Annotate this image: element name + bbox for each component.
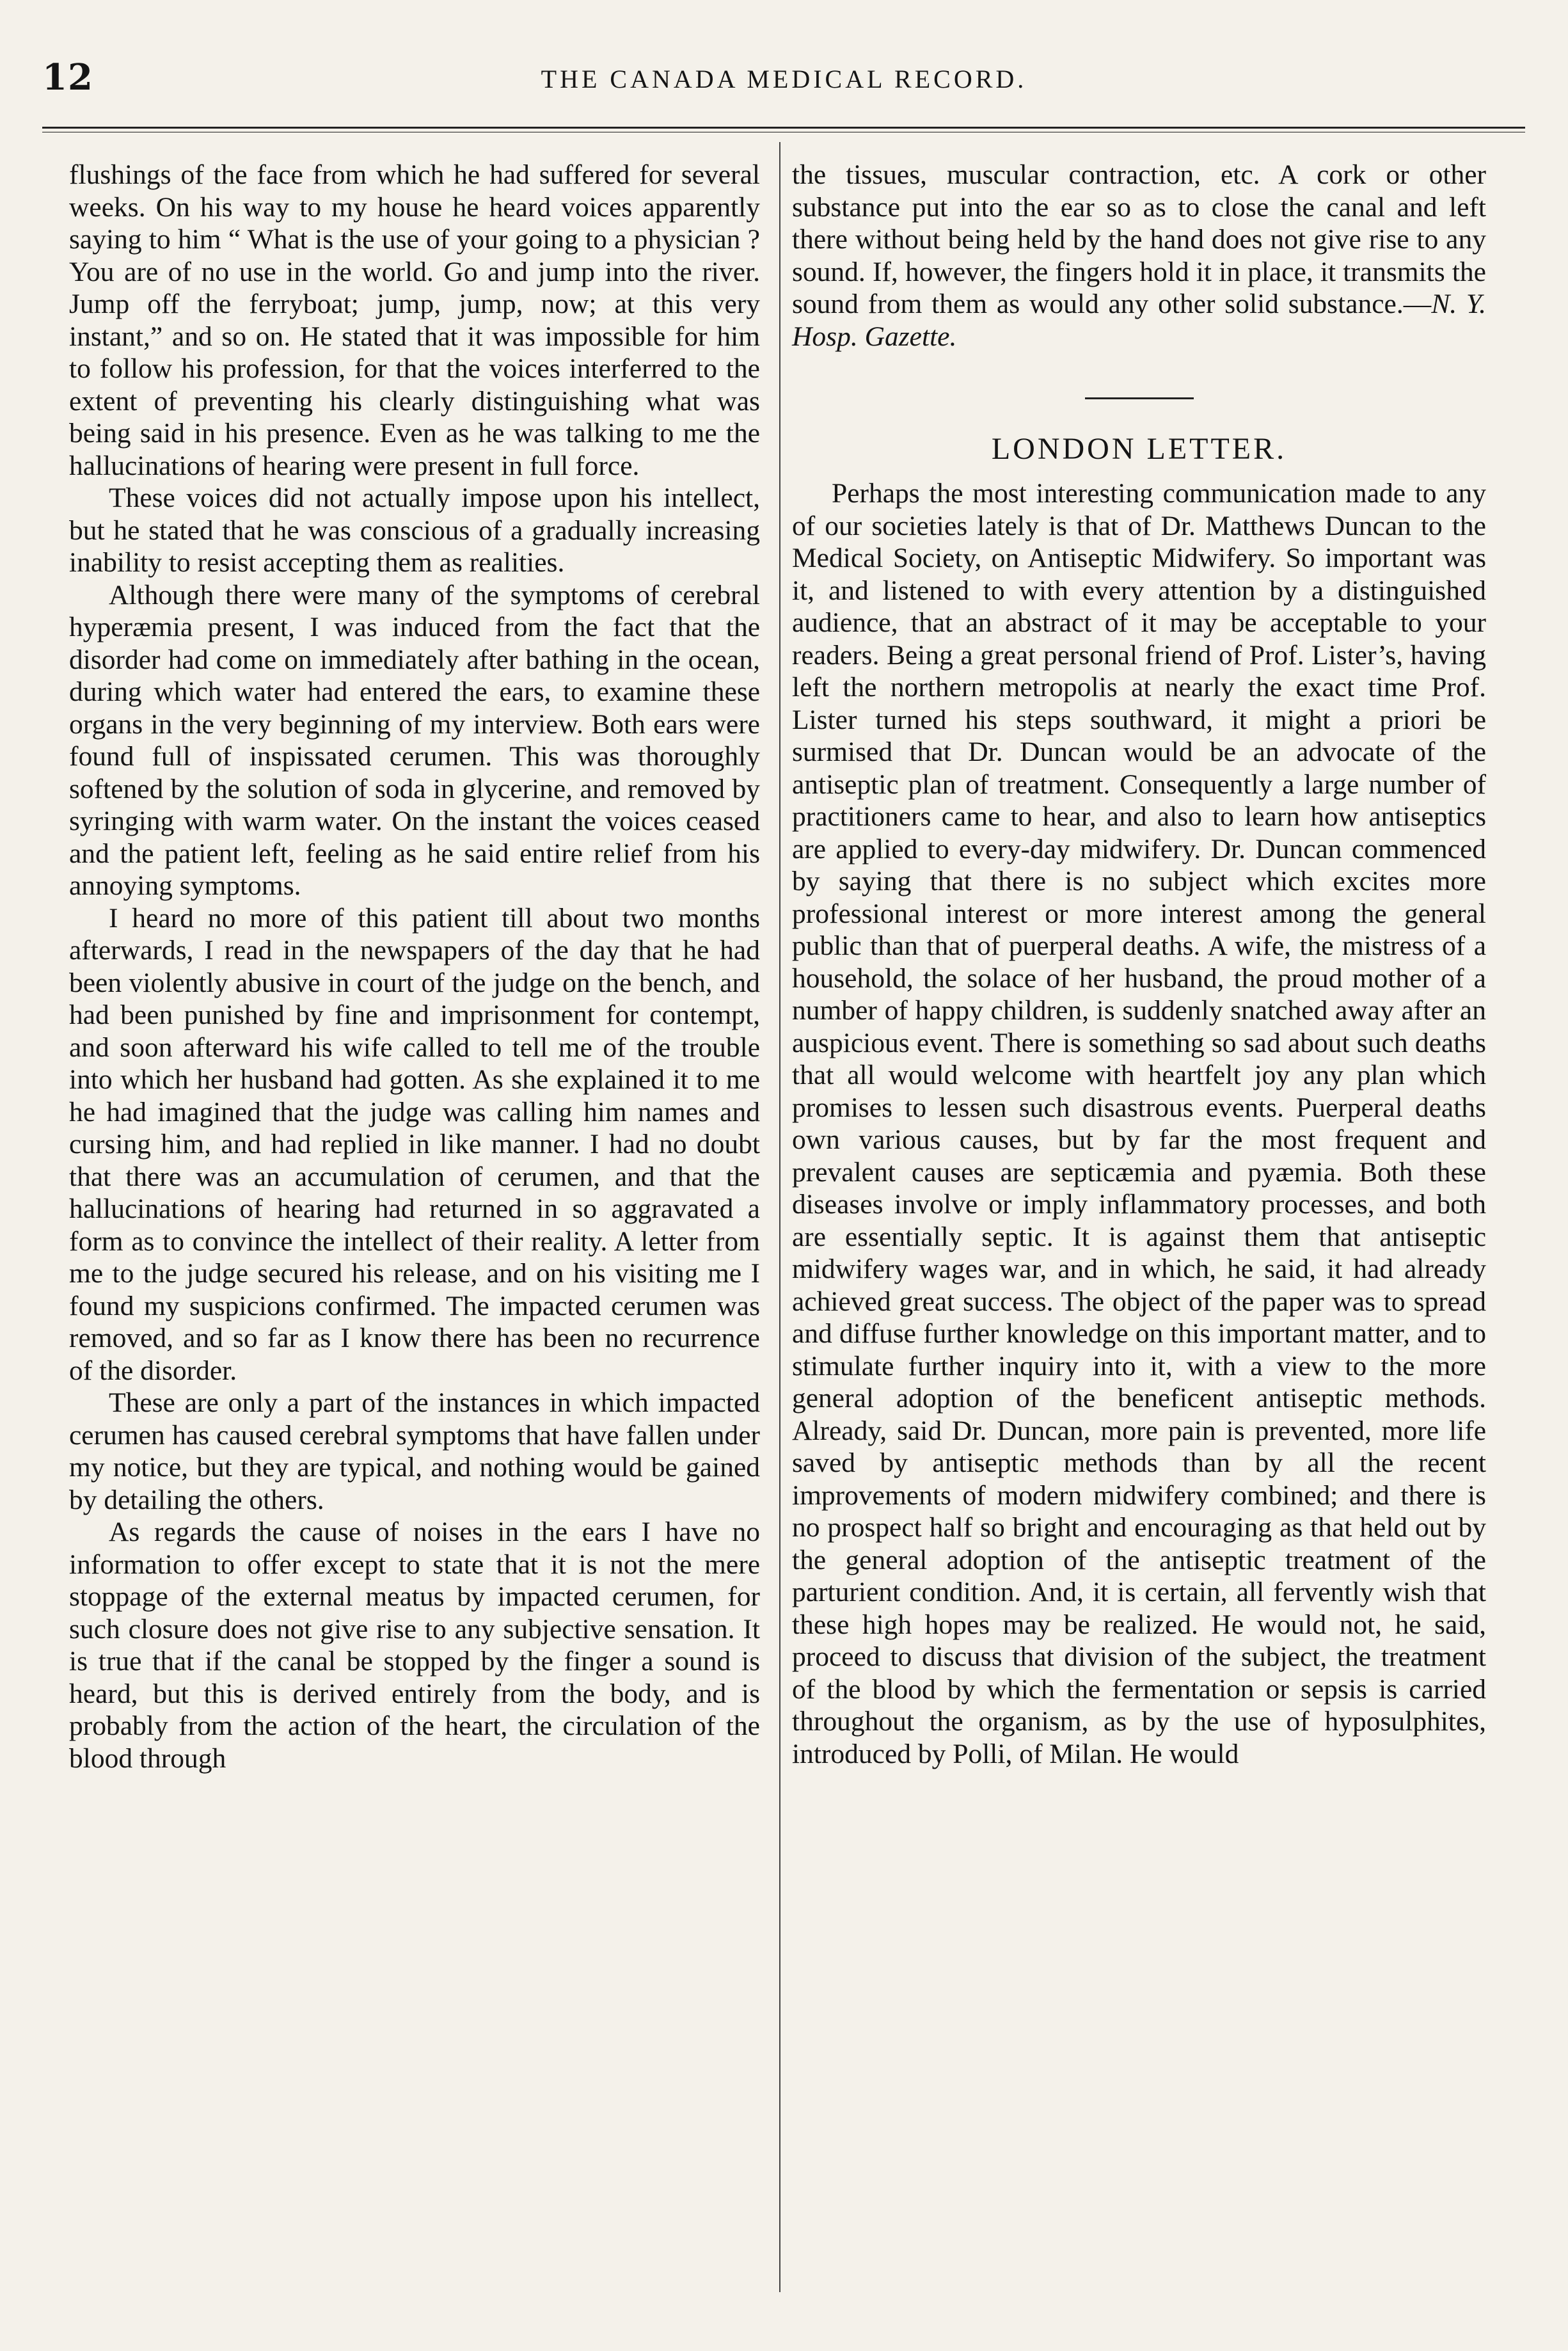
paragraph: These voices did not actually impose upon his intellect, but he stated that he was conscious of a gradually increasing inability to resist accepting them as realities. bbox=[69, 482, 760, 578]
article-continuation bbox=[792, 159, 1486, 353]
paragraph: As regards the cause of noises in the ears I have no information to offer except to state that it is not the mere stoppage of the external meatus by impacted cerumen, for such closure does not give rise to any subjective sensation. It is true that if the canal be stopped by the finger a sound is heard, but this is derived entirely from the body, and is probably from the action of the heart, the circulation of the blood through bbox=[69, 1517, 760, 1774]
paragraph: flushings of the face from which he had suffered for several weeks. On his way to my house he heard voices apparently saying to him “ What is the use of your going to a physician ? You are of no use in the world. Go and jump into the river. Jump off the ferryboat; jump, jump, now; at this very instant,” and so on. He stated that it was impossible for him to follow his profession, for that the voices interferred to the extent of preventing his clearly distinguishing what was being said in his presence. Even as he was talking to me the hallucinations of hearing were present in full force. bbox=[69, 159, 760, 481]
page-number: 12 bbox=[42, 56, 93, 99]
source-citation: N. Y. Hosp. Gazette. bbox=[792, 289, 1486, 352]
column-divider bbox=[779, 142, 780, 2292]
right-column bbox=[792, 159, 1486, 1770]
continuation-text: the tissues, muscular contraction, etc. A cork or other substance put into the ear so as to close the canal and left there without being held by the hand does not give rise to any sound. If, however, the fingers hold it in place, it transmits the sound from them as would any other solid substance.— bbox=[792, 159, 1486, 319]
paragraph: These are only a part of the instances in which impacted cerumen has caused cerebral symptoms that have fallen under my notice, but they are typical, and nothing would be gained by detailing the others. bbox=[69, 1387, 760, 1515]
left-column bbox=[69, 159, 760, 1774]
running-head: THE CANADA MEDICAL RECORD. bbox=[541, 65, 1027, 93]
header-rule bbox=[42, 127, 1525, 132]
section-title: LONDON LETTER. bbox=[991, 432, 1287, 466]
paragraph: Perhaps the most interesting communication made to any of our societies lately is that of Dr. Matthews Duncan to the Medical Society, on Antiseptic Midwifery. So important was it, and listened to with every attention by a distinguished audience, that an abstract of it may be acceptable to your readers. Being a great personal friend of Prof. Lister’s, having left the northern metropolis at nearly the exact time Prof. Lister turned his steps southward, it might a priori be surmised that Dr. Duncan would be an advocate of the antiseptic plan of treatment. Consequently a large number of practitioners came to hear, and also to learn how antiseptics are applied to every-day midwifery. Dr. Duncan commenced by saying that there is no subject which excites more professional interest or more interest among the general public than that of puerperal deaths. A wife, the mistress of a household, the solace of her husband, the proud mother of a number of happy children, is suddenly snatched away after an auspicious event. There is something so sad about such deaths that all would welcome with heartfelt joy any plan which promises to lessen such disastrous events. Puerperal deaths own various causes, but by far the most frequent and prevalent causes are septicæmia and pyæmia. Both these diseases involve or imply inflammatory processes, and both are essentially septic. It is against them that antiseptic midwifery wages war, and in which, he said, it had already achieved great success. The object of the paper was to spread and diffuse further knowledge on this important matter, and to stimulate further inquiry into it, with a view to the more general adoption of the beneficent antiseptic methods. Already, said Dr. Duncan, more pain is prevented, more life saved by antiseptic methods than by all the recent improvements of modern midwifery combined; and there is no prospect half so bright and encouraging as that held out by the general adoption of the antiseptic treatment of the parturient condition. And, it is certain, all fervently wish that these high hopes may be realized. He would not, he said, proceed to discuss that division of the subject, the treatment of the blood by which the fermentation or sepsis is carried throughout the organism, as by the use of hyposulphites, introduced by Polli, of Milan. He would bbox=[792, 478, 1486, 1769]
paragraph: Although there were many of the symptoms of cerebral hyperæmia present, I was induced from the fact that the disorder had come on immediately after bathing in the ocean, during which water had entered the ears, to examine these organs in the very beginning of my interview. Both ears were found full of inspissated cerumen. This was thoroughly softened by the solution of soda in glycerine, and removed by syringing with warm water. On the instant the voices ceased and the patient left, feeling as he said entire relief from his annoying symptoms. bbox=[69, 579, 760, 901]
paragraph: I heard no more of this patient till about two months afterwards, I read in the newspapers of the day that he had been violently abusive in court of the judge on the bench, and had been punished by fine and imprisonment for contempt, and soon afterward his wife called to tell me of the trouble into which her husband had gotten. As she explained it to me he had imagined that the judge was calling him names and cursing him, and had replied in like manner. I had no doubt that there was an accumulation of cerumen, and that the hallucinations of hearing had returned in so aggravated a form as to convince the intellect of their reality. A letter from me to the judge secured his release, and on his visiting me I found my suspicions confirmed. The impacted cerumen was removed, and so far as I know there has been no recurrence of the disorder. bbox=[69, 902, 760, 1386]
section-divider bbox=[1085, 397, 1194, 399]
